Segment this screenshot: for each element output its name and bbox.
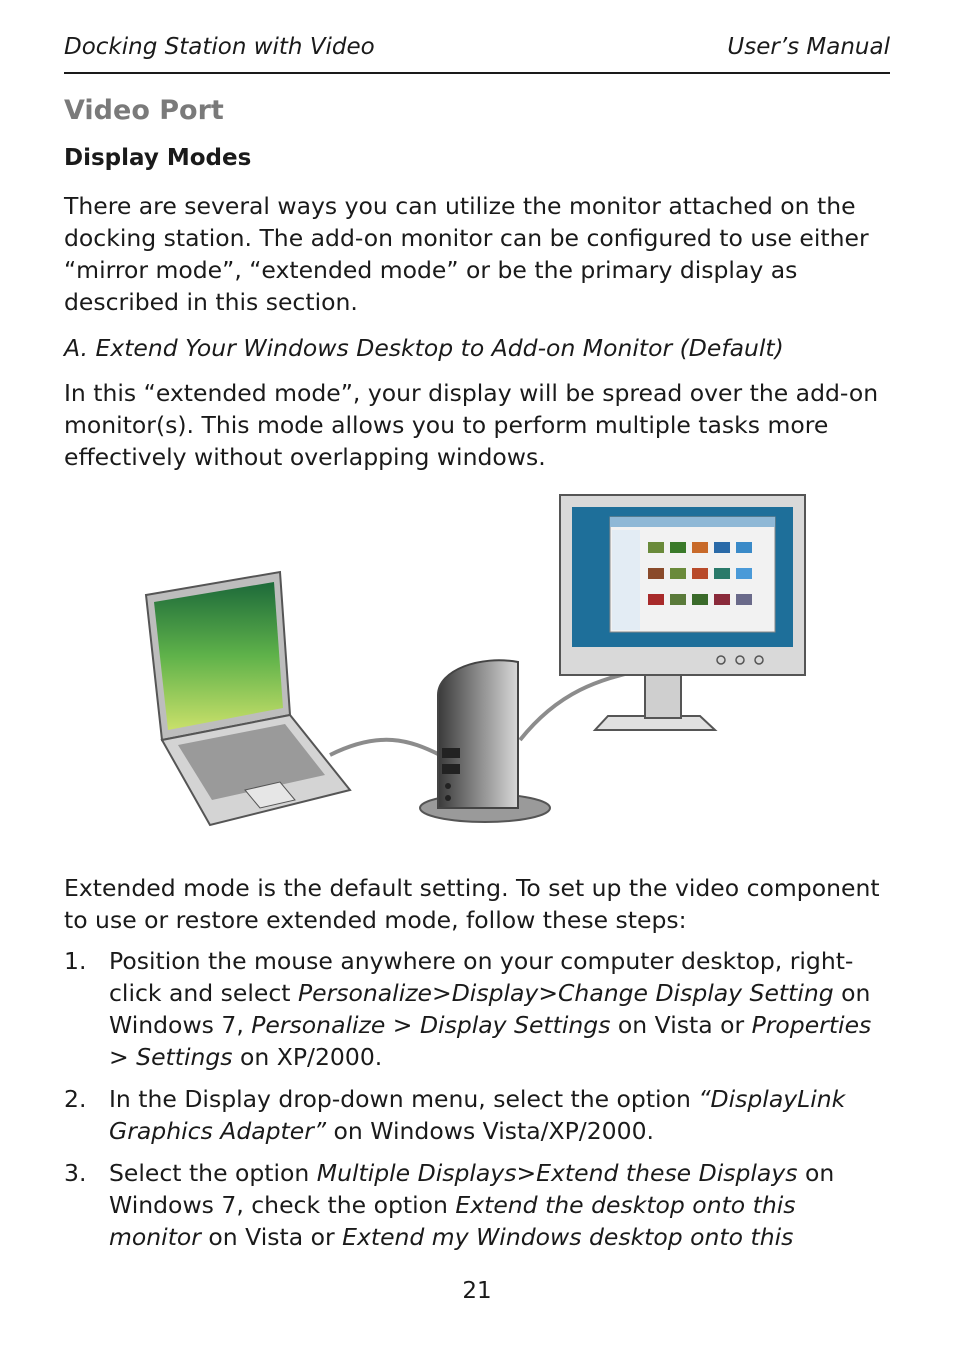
step-number: 2. [64,1085,87,1113]
step-number: 1. [64,947,87,975]
step-text: In the Display drop-down menu, select the option [109,1085,699,1113]
step-text: on Vista or [200,1223,343,1251]
step-text: on Windows 7, [109,979,871,1039]
mode-a-heading: A. Extend Your Windows Desktop to Add-on Monitor (Default) [64,334,784,362]
section-title: Video Port [64,95,224,126]
list-item [64,1157,890,1253]
step-number: 3. [64,1159,87,1187]
monitor [560,495,805,730]
step-text: Personalize > Display Settings [251,1011,611,1039]
extended-mode-paragraph: In this “extended mode”, your display will be spread over the add-on monitor(s). This mode allows you to perform multiple tasks more effectively without overlapping windows. [64,379,879,471]
laptop [146,572,350,825]
step-text: Multiple Displays>Extend these Displays [316,1159,798,1187]
list-item [64,1083,890,1147]
list-item [64,945,890,1073]
docking-setup-illustration [140,490,820,850]
laptop-cable [330,740,440,755]
subsection-title: Display Modes [64,145,252,171]
step-text: “DisplayLink Graphics Adapter” [109,1085,846,1145]
page-header [64,34,890,74]
default-mode-paragraph: Extended mode is the default setting. To set up the video component to use or restore extended mode, follow these steps: [64,874,880,934]
step-text: Select the option [109,1159,317,1187]
docking-station [420,660,550,822]
setup-steps-list [64,945,890,1263]
step-text: Extend my Windows desktop onto this [342,1223,794,1251]
intro-paragraph: There are several ways you can utilize the monitor attached on the docking station. The add-on monitor can be configured to use either “mirror mode”, “extended mode” or be the primary display as described in this section. [64,192,869,316]
step-text: on Windows Vista/XP/2000. [326,1117,654,1145]
step-text: on Vista or [610,1011,752,1039]
page-number: 21 [462,1278,492,1304]
header-manual-label: User’s Manual [727,34,890,60]
step-text: Position the mouse anywhere on your computer desktop, right-click and select [109,947,854,1007]
step-text: Properties > Settings [109,1011,872,1071]
step-text: Extend the desktop onto this monitor [109,1191,796,1251]
step-text: on XP/2000. [232,1043,383,1071]
header-document-title: Docking Station with Video [64,34,375,60]
step-text: on Windows 7, check the option [109,1159,835,1219]
step-text: Personalize>Display>Change Display Setting [297,979,834,1007]
